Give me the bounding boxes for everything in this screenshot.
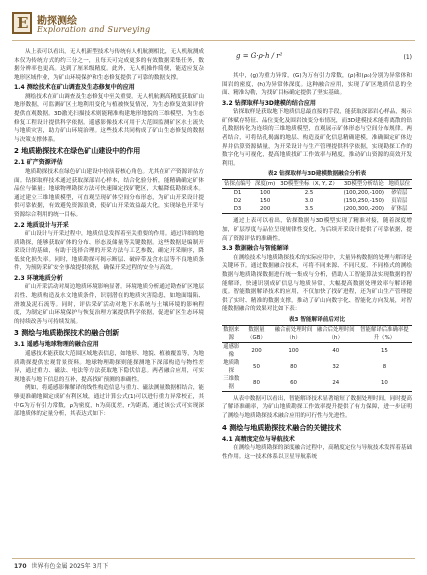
table-3 — [222, 325, 412, 392]
table-row — [222, 375, 412, 392]
table-row — [222, 189, 412, 198]
paragraph: 在测绘与地质勘探的深度融合过程中，高精度定位与导航技术发挥着基础性作用。这一技术体系以卫星导航系统 — [222, 445, 413, 460]
table-row — [222, 197, 412, 205]
table-cell: 150 — [259, 198, 271, 205]
table-cell: 三维数据 — [223, 375, 240, 390]
section-heading-1-4: 1.4 测绘技术在矿山调查及生态修复中的应用 — [14, 84, 135, 92]
table-2 — [222, 179, 412, 214]
section-heading-2-1: 2.1 矿产资源评估 — [14, 159, 63, 167]
left-column — [14, 48, 204, 419]
table-cell: 24 — [332, 379, 340, 386]
paragraph: 其中，(g)为重力异常，(G)为万有引力常数，(ρ)和(ρ₀)分别为异常体和围岩的密度，(h)为异常体深度。这种融合应用，实现了矿区地质信息的全面、精准勾勒，为找矿目标确定提供了坚实基础。 — [222, 73, 412, 97]
table-cell: 砂岩层 — [391, 190, 408, 197]
table-cell: 地质勘探 — [223, 359, 240, 374]
paragraph: 在测绘技术与地质勘探技术的实际应用中，大量异构数据的处理与解译是关键环节。通过数据融合技术，可将不同来源、不同尺度、不同格式的测绘数据与地质勘探数据进行统一集成与分析，借助人工智能算法实现数据的智能解译，快速识别成矿信息与地质异常，大幅提高数据处理效率与解译精度。智能数据解译技术的应用，不仅加快了找矿进程，还为矿山生产管理提供了实时、精准的数据支撑，推动了矿山向数字化、智能化方向发展，对智能数据融合的效果对比如下表： — [222, 254, 413, 313]
section-heading-2-2: 2.2 地质设计与开采 — [14, 221, 69, 229]
equation — [222, 48, 412, 70]
logo-letter: E — [17, 14, 29, 32]
section-heading-2: 2 地质勘探技术在绿色矿山建设中的作用 — [14, 147, 141, 156]
section-heading-3-2: 3.2 钻探取样与3D建模的结合应用 — [222, 99, 316, 107]
table-cell: 100 — [259, 190, 271, 197]
section-heading-2-3: 2.3 环境地质分析 — [14, 274, 63, 282]
table-cell: 200 — [251, 347, 262, 354]
page-header — [12, 8, 412, 38]
column-title-en: Exploration and Surveying — [37, 25, 151, 34]
page-footer — [14, 561, 108, 570]
table-cell: 3.0 — [304, 198, 314, 205]
paragraph: 地质勘探技术在绿色矿山建设中扮演着核心角色。尤其在矿产资源评估方面。钻探取样技术通过获取深部岩心样本，结合化验分析，能精确确定矿体品位与储量；地球物理勘探方法可快速圈定找矿靶区，大幅降低勘探成本。通过建立三维地质模型，可直观呈现矿体空间分布形态，为矿山开采设计提供可靠依据，有效避免资源浪费，使矿山开采效益最大化，实现绿色开采与资源综合利用的统一目标。 — [14, 168, 205, 218]
table-header-cell: 深度(m) — [254, 181, 276, 188]
table-3-title: 表3 智能解译前后对比 — [288, 316, 346, 323]
table-cell: D2 — [233, 198, 242, 205]
table-header-row — [222, 325, 412, 342]
table-cell: 页岩层 — [391, 198, 408, 205]
paragraph: 例如，将遥感影像解译的线性构造信息与重力、磁法测量数据相结合，能够更准确地圈定成矿有利区域，通过计算公式(1)可以进行重力异常校正，其中G为万有引力常数，ρ为密度，h为高度差，r为距离，通过该公式可实现深部地质体的定量分析，其表达式如下： — [14, 385, 205, 418]
table-header-cell: 3D模型坐标（X, Y, Z） — [280, 181, 338, 188]
table-cell: 200 — [259, 206, 271, 213]
table-header-cell: 数据量（GB） — [247, 326, 266, 341]
equation-number: (1) — [403, 54, 412, 61]
journal-name: 世界有色金属 — [31, 563, 68, 570]
paragraph: 钻探取样是获取地下地质信息最直接的手段，能获取深部岩心样品，揭示矿体赋存特征、品位变化及围岩蚀变分布情况，而3D建模技术能将离散的钻孔数据转化为连续的三维地质模型，直观展示矿体形态与空间分布规律。两者结合，可将钻孔揭露的地层、构造及矿化信息精确建模，准确圈定矿体边界并估算资源储量，为开采设计与生产管理提供科学依据，实现勘探工作的数字化与可视化，提高地质找矿工作效率与精度，推动矿山资源的高效开发利用。 — [222, 109, 413, 167]
table-cell: 3.5 — [304, 206, 314, 213]
table-header-cell: 3D模型分析结论 — [343, 181, 384, 188]
table-cell: 2.5 — [304, 190, 314, 197]
column-logo — [12, 12, 32, 34]
journal-issue: 2025年 3月下 — [69, 563, 109, 570]
table-row — [222, 205, 412, 214]
table-cell: 8 — [382, 363, 387, 370]
paragraph: 从表中数据可以看出，智能解译技术显著缩短了数据处理时间，同时提高了解译准确率，为矿山地质勘探工作效率提升提供了有力保障，进一步证明了测绘与地质勘探技术融合应用的可行性与先进性。 — [222, 395, 413, 420]
page-number: 170 — [14, 563, 27, 570]
table-header-cell: 数据来源 — [223, 326, 240, 341]
equation-body: g = G·ρ·h / r² — [236, 52, 283, 60]
table-cell: (100,200,-100) — [343, 190, 385, 197]
section-heading-3-1: 3.1 遥感与地球物理的融合应用 — [14, 341, 99, 349]
table-header-cell: 融合后处理时间（h） — [316, 326, 355, 341]
section-heading-3: 3 测绘与地质勘探技术的融合创新 — [14, 329, 120, 338]
table-row — [222, 342, 412, 359]
paragraph: 测绘技术在矿山调查及生态修复中至关重要。无人机航测高精度获取矿山地形数据，可监测矿区土地利用变化与植被恢复情况，为生态修复效果评价提供直观数据。3D激光扫描技术则能精准构建地形地貌的三维模型，为生态修复工程设计提供科学依据。遥感影像技术可用于大范围监测矿区水土流失与地质灾害，助力矿山环境治理。这些技术共同构成了矿山生态修复的数据与决策支撑体系。 — [14, 93, 205, 143]
table-cell: 60 — [290, 379, 297, 386]
table-header-cell: 地质层位 — [388, 181, 411, 188]
section-heading-4-1: 4.1 高精度定位与导航技术 — [222, 435, 295, 443]
paragraph: 矿山开采活动对周边地质环境影响显著。环境地质分析通过勘查矿区地层岩性、地质构造及水文地质条件，识别潜在的地质灾害隐患，如地面塌陷、滑坡及泥石流等。同时，评估采矿活动对地下水系统与土壤环境的影响程度，为制定矿山环境保护与恢复治理方案提供科学依据，促进矿区生态环境的持续改善与可持续发展。 — [14, 284, 205, 325]
paragraph: 从上表可以看出，无人机新型技术与传统有人机航测相比，无人机航测成本仅为传统方式的约三分之一，且每天可完成更多的有效数据采集任务，数据分辨率也更高。达到了厘米级精度。此外，无人机操作简便，能适应复杂地形区域作业，为矿山环境保护和生态修复提供了可靠的数据支撑。 — [14, 49, 205, 81]
paragraph: 遥感技术能获取大范围区域地表信息，如地形、地貌、植被覆盖等，为地质勘探提供宏观背景资料。地球物理勘探则能探测地下深部构造与物性差异，通过重力、磁法、电法等方法获取地下隐伏信息。两者融合应用，可实现地表与地下信息的互补，提高找矿预测的准确性。 — [14, 350, 205, 383]
table-cell: 32 — [332, 363, 340, 370]
paragraph: 矿山设计与开采过程中，地质信息发挥着至关重要的作用。通过详细的地质勘探，能够获取矿体的分布、形态及储量等关键数据。这些数据是编制开采设计的基础，有助于选择合理的开采方法与工艺参数，确定开采顺序，降低贫化损失率。同时，地质勘探可揭示断层、破碎带及含水层等不良地质条件，为预防采矿安全事故提供依据，确保开采过程的安全与高效。 — [14, 231, 205, 272]
table-row — [222, 359, 412, 375]
table-cell: 10 — [381, 379, 388, 386]
table-cell: D3 — [233, 206, 242, 213]
table-cell: 矿体层 — [391, 206, 408, 213]
column-title-cn: 勘探测绘 — [37, 16, 77, 27]
table-cell: D1 — [233, 190, 242, 197]
right-column — [222, 48, 412, 461]
table-cell: 遥感影像 — [223, 343, 240, 358]
paragraph: 通过上表可以看出，钻探数据与3D模型实现了精准对接，随着深度增加，矿层厚度与品位呈现规律性变化，为后续开采设计提供了可靠依据，提高了资源评估的准确性。 — [222, 218, 412, 242]
table-2-title: 表2 钻探取样与3D建模数据融合分析表 — [267, 171, 367, 178]
section-heading-4: 4 测绘与地质勘探技术融合的关键技术 — [222, 423, 342, 432]
table-header-cell: 融合前处理时间（h） — [274, 326, 313, 341]
table-header-row — [222, 180, 412, 189]
table-cell: 80 — [253, 379, 260, 386]
header-divider — [12, 40, 415, 41]
table-header-cell: 钻探点编号 — [224, 181, 252, 188]
table-header-cell: 智能解译后准确率提升（%） — [360, 326, 409, 341]
table-cell: (150,250,-150) — [343, 198, 385, 205]
footer-divider — [12, 558, 415, 559]
table-cell: 50 — [253, 363, 260, 370]
section-heading-3-3: 3.3 数据融合与智能解译 — [222, 245, 289, 253]
table-cell: 100 — [288, 347, 299, 354]
table-cell: 15 — [381, 347, 388, 354]
table-cell: 40 — [332, 347, 340, 354]
table-cell: (200,300,-200) — [343, 206, 385, 213]
table-cell: 80 — [290, 363, 297, 370]
